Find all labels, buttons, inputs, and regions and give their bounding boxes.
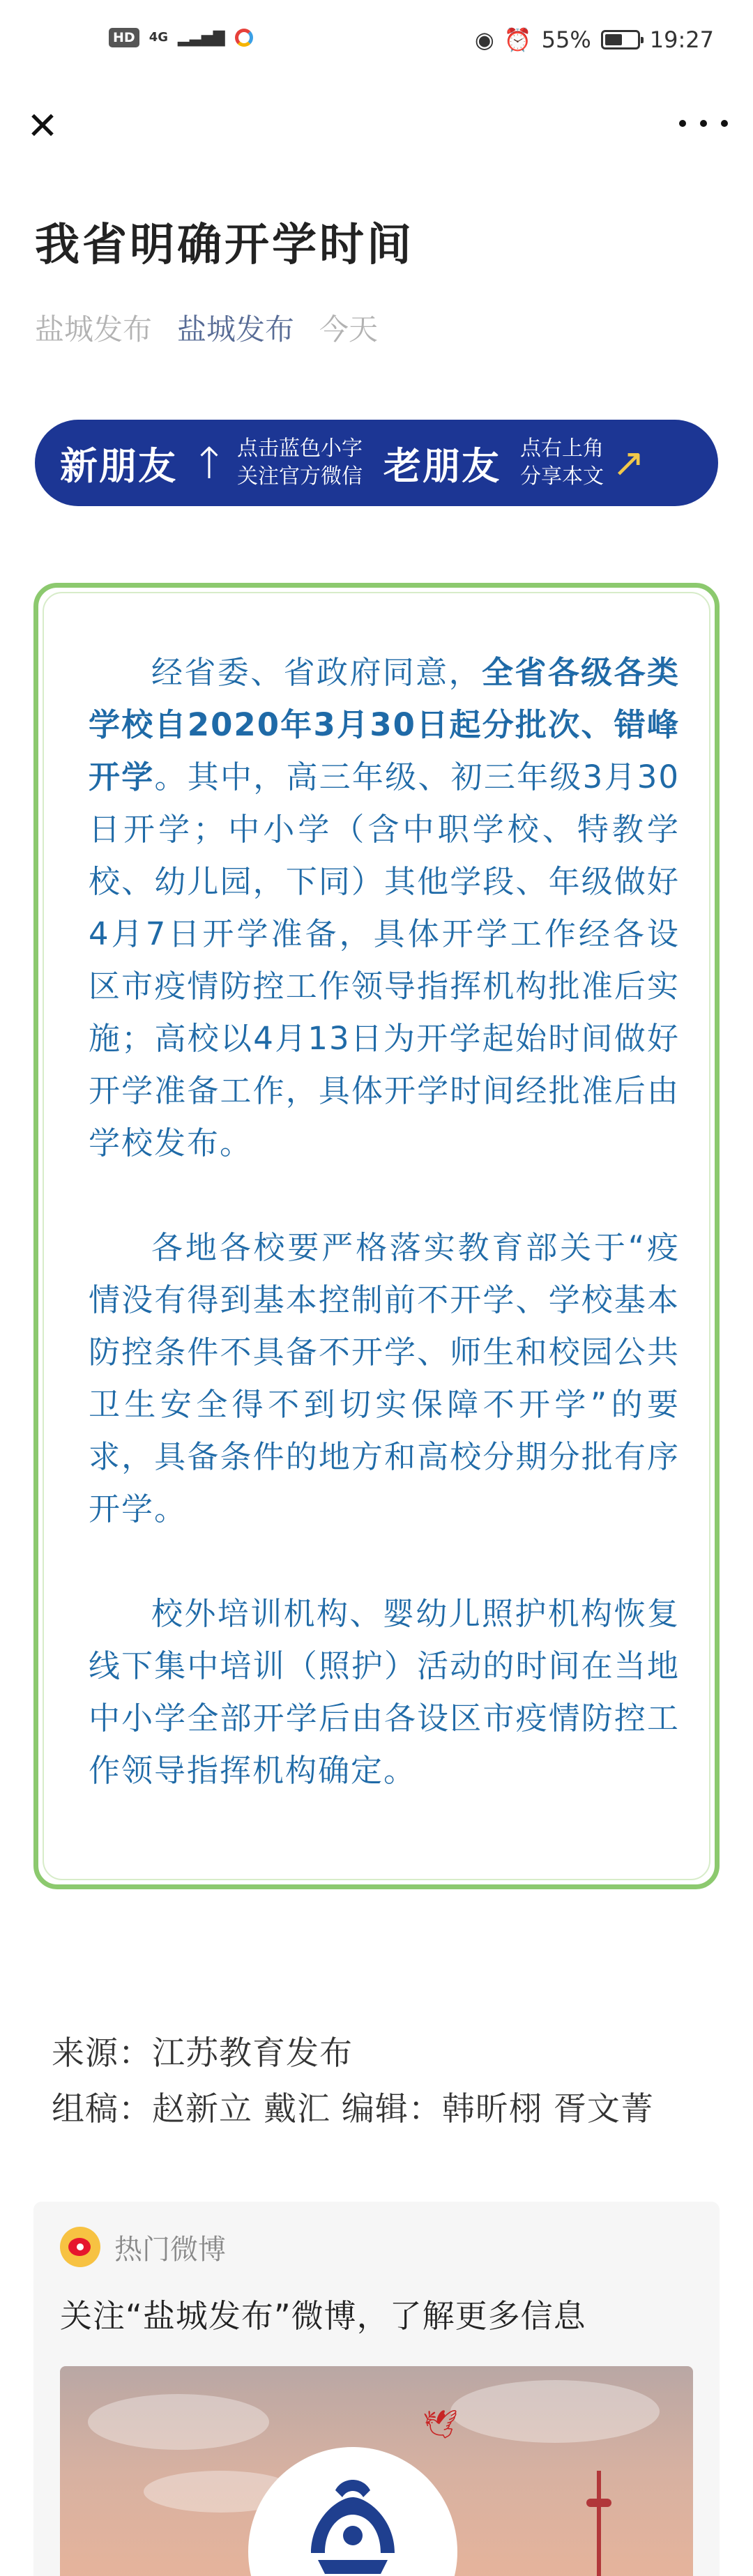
battery-fill — [605, 34, 622, 45]
paragraph-1: 经省委、省政府同意，全省各级各类学校自2020年3月30日起分批次、错峰开学。其中，高三年级、初三年级3月30日开学；中小学（含中职学校、特教学校、幼儿园，下同）其他学段、年级做好4月7日开学准备，具体开学工作经各设区市疫情防控工作领导指挥机构批准后实施；高校以4月13日为开学起始时间做好开学准备工作，具体开学时间经批准后由学校发布。 — [89, 654, 680, 1161]
weibo-icon — [60, 2227, 100, 2267]
app-notification-icon — [235, 29, 253, 47]
city-emblem-logo — [297, 2476, 409, 2576]
editors-line: 组稿：赵新立 戴汇 编辑：韩昕栩 胥文菁 — [52, 2090, 654, 2128]
weibo-card[interactable] — [33, 2202, 720, 2576]
article-author: 盐城发布 — [35, 312, 153, 346]
tv-tower-decoration — [597, 2471, 601, 2576]
article-title: 我省明确开学时间 — [35, 220, 414, 271]
new-friend-label: 新朋友 — [60, 443, 177, 488]
article-credits — [52, 2026, 654, 2137]
new-friend-tip: 点击蓝色小字 关注官方微信 — [236, 436, 363, 489]
share-arrow-icon: ↗ — [611, 440, 645, 486]
battery-percent: 55% — [541, 26, 591, 53]
paragraph-3: 校外培训机构、婴幼儿照护机构恢复线下集中培训（照护）活动的时间在当地中小学全部开学后由各设区市疫情防控工作领导指挥机构确定。 — [89, 1595, 680, 1789]
status-bar — [0, 0, 753, 86]
account-link[interactable]: 盐城发布 — [177, 312, 295, 346]
weibo-card-label: 热门微博 — [114, 2233, 226, 2266]
source-line: 来源：江苏教育发布 — [52, 2034, 353, 2073]
hd-badge: HD — [109, 28, 139, 47]
signal-icon: ▂▃▅▇ — [178, 29, 225, 47]
highlight-text: 全省各级各类学校自2020年3月30日起分批次、错峰开学 — [89, 654, 680, 795]
announcement-box — [33, 583, 720, 1889]
alarm-icon: ⏰ — [503, 26, 532, 53]
more-icon[interactable] — [679, 105, 728, 142]
nav-bar — [0, 86, 753, 163]
eye-icon: ◉ — [474, 26, 494, 53]
birds-decoration: 🕊 — [423, 2409, 458, 2441]
status-right — [475, 26, 714, 53]
weibo-card-text: 关注“盐城发布”微博，了解更多信息 — [60, 2297, 586, 2335]
article-meta — [35, 307, 378, 349]
follow-banner[interactable] — [35, 420, 718, 506]
paragraph-2: 各地各校要严格落实教育部关于“疫情没有得到基本控制前不开学、学校基本防控条件不具备不开学、师生和校园公共卫生安全得不到切实保障不开学”的要求，具备条件的地方和高校分期分批有序开学。 — [89, 1229, 680, 1527]
weibo-card-image — [60, 2366, 693, 2576]
announcement-text — [89, 646, 680, 1849]
old-friend-tip: 点右上角 分享本文 — [519, 436, 604, 489]
arrow-up-icon: ↑ — [191, 437, 227, 489]
clock: 19:27 — [649, 26, 714, 53]
old-friend-label: 老朋友 — [383, 443, 501, 488]
publish-date: 今天 — [319, 312, 379, 346]
close-icon[interactable]: ✕ — [26, 104, 59, 148]
status-left — [109, 28, 253, 47]
battery-icon — [601, 30, 640, 49]
weibo-card-header — [60, 2227, 226, 2267]
network-indicator: 4G — [149, 30, 168, 45]
